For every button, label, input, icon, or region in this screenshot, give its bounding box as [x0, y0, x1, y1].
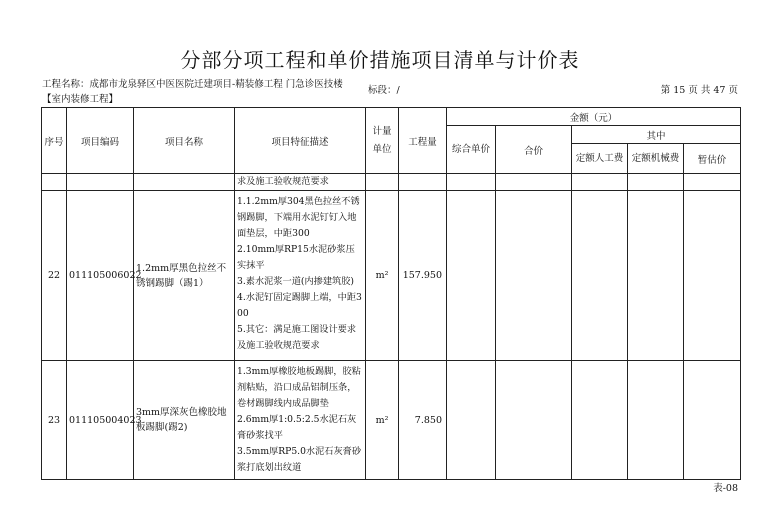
header-amount: 金额（元）: [447, 108, 741, 126]
header-unit: 计量单位: [366, 108, 399, 174]
section-label: 标段：/: [368, 85, 400, 96]
header-total: 合价: [496, 126, 572, 174]
header-machine: 定额机械费: [628, 144, 684, 174]
row-seq: 23: [42, 361, 67, 480]
header-name: 项目名称: [134, 108, 235, 174]
row-unit: m²: [366, 361, 399, 480]
table-row: [42, 361, 741, 480]
row-name: 1.2mm厚黑色拉丝不锈钢踢脚（踢1）: [134, 191, 235, 361]
header-labor: 定额人工费: [572, 144, 628, 174]
row-code: 011105004023: [67, 361, 134, 480]
header-provisional: 暂估价: [684, 144, 741, 174]
continuation-row: [42, 174, 741, 191]
document-title: 分部分项工程和单价措施项目清单与计价表: [180, 48, 580, 72]
row-desc: 1.3mm厚橡胶地板踢脚，胶粘剂粘贴，沿口成品铝制压条，卷材踢脚线内成品脚垫 2.6mm厚1:0.5:2.5水泥石灰膏砂浆找平 3.5mm厚RP5.0水泥石灰膏砂浆打底划出纹道: [235, 361, 366, 480]
header-among: 其中: [572, 126, 741, 144]
header-unit-price: 综合单价: [447, 126, 496, 174]
project-name: 工程名称：成都市龙泉驿区中医医院迁建项目-精装修工程 门急诊医技楼 【室内装修工程】: [42, 79, 343, 105]
header-row-1: [42, 108, 741, 126]
bill-table: [41, 107, 741, 480]
header-seq: 序号: [42, 108, 67, 174]
row-qty: 7.850: [399, 361, 447, 480]
row-name: 3mm厚深灰色橡胶地板踢脚(踢2): [134, 361, 235, 480]
row-seq: 22: [42, 191, 67, 361]
header-desc: 项目特征描述: [235, 108, 366, 174]
page-info: 第 15 页 共 47 页: [660, 85, 738, 96]
row-code: 011105006022: [67, 191, 134, 361]
row-desc: 1.1.2mm厚304黑色拉丝不锈钢踢脚，下端用水泥钉钉入地面垫层，中距300 2.10mm厚RP15水泥砂浆压实抹平 3.素水泥浆一道(内掺建筑胶) 4.水泥钉固定踢脚上端，中距300 5.其它：满足施工图设计要求及施工验收规范要求: [235, 191, 366, 361]
header-qty: 工程量: [399, 108, 447, 174]
table-row: [42, 191, 741, 361]
continuation-text: 求及施工验收规范要求: [235, 174, 366, 191]
row-qty: 157.950: [399, 191, 447, 361]
header-code: 项目编码: [67, 108, 134, 174]
form-number: 表-08: [713, 483, 738, 494]
row-unit: m²: [366, 191, 399, 361]
